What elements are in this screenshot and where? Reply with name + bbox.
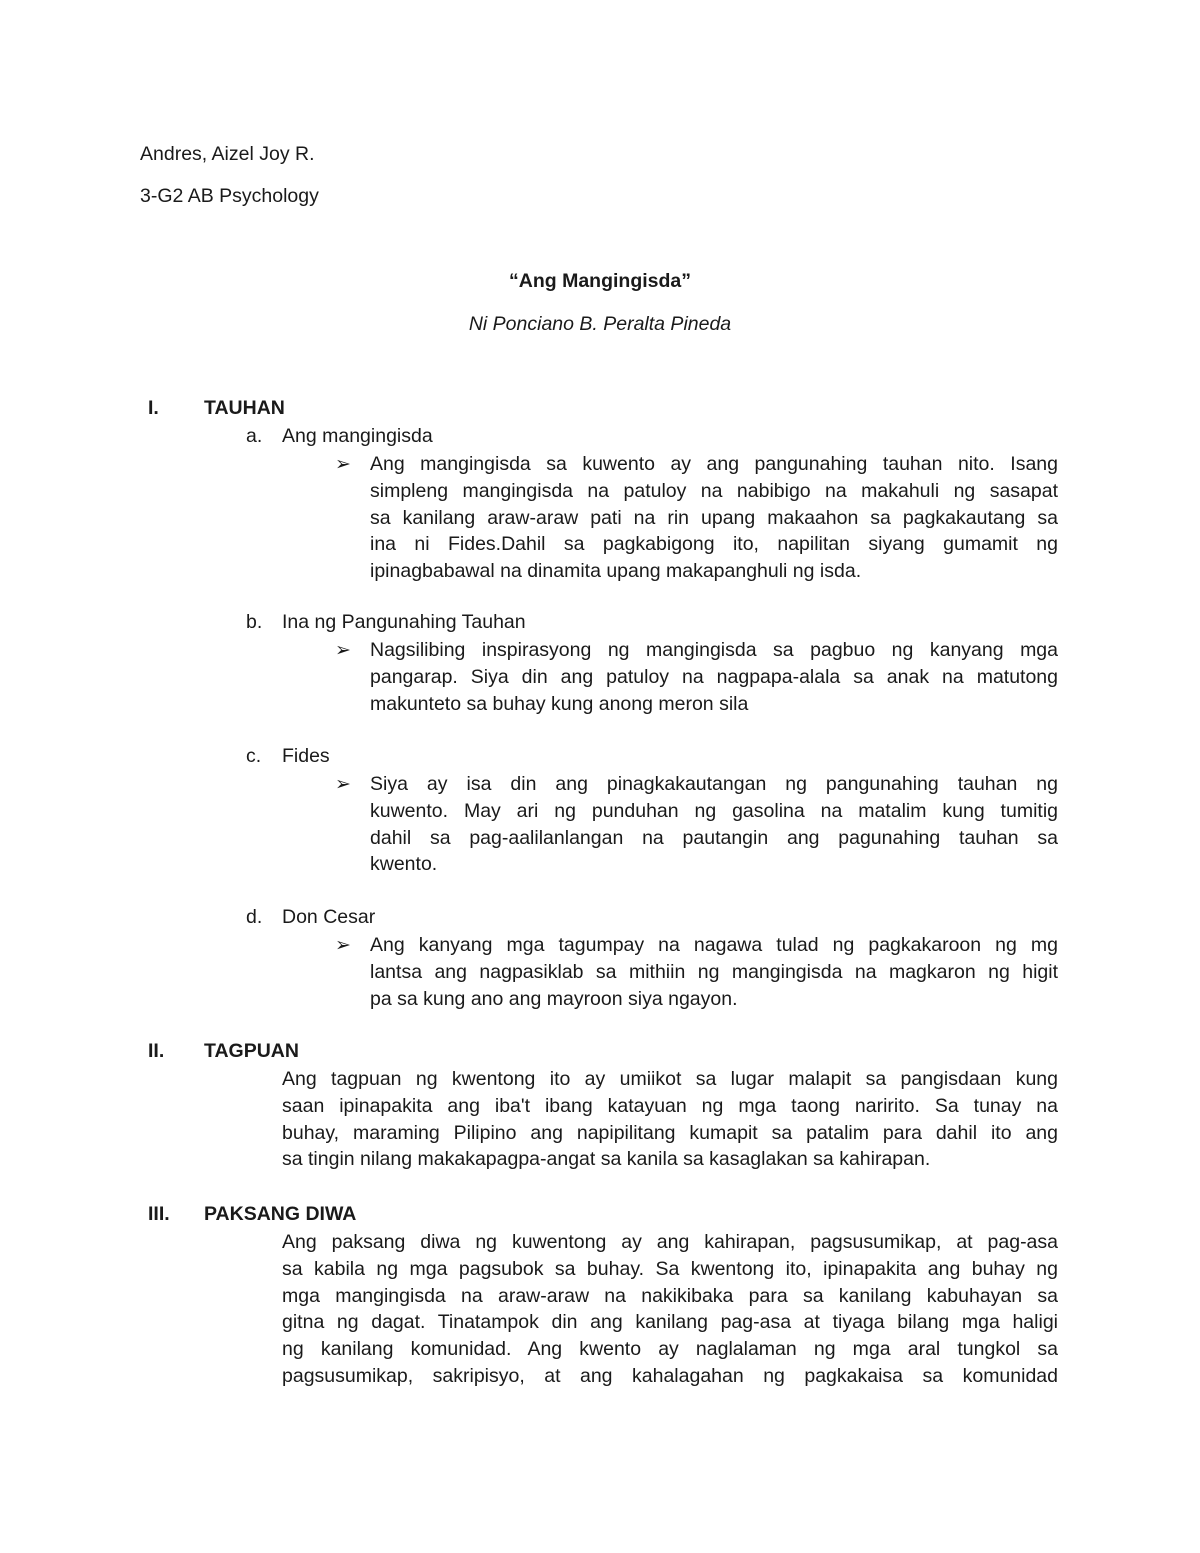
section-paragraph: [282, 1229, 1058, 1390]
section-numeral: I.: [148, 397, 159, 419]
text-line: lantsa ang nagpasiklab sa mithiin ng mangingisda na magkaron ng higit: [370, 960, 1058, 983]
item-label: Ang mangingisda: [282, 425, 433, 447]
text-line: kwento.: [370, 853, 438, 876]
item-label: Fides: [282, 745, 330, 767]
text-line: gitna ng dagat. Tinatampok din ang kanilang pag-asa at tiyaga bilang mga haligi: [282, 1311, 1058, 1334]
item-letter: a.: [246, 425, 263, 447]
item-letter: b.: [246, 611, 263, 633]
text-line: pagsusumikap, sakripisyo, at ang kahalagahan ng pagkakaisa sa komunidad: [282, 1364, 1058, 1387]
section-numeral: II.: [148, 1040, 165, 1062]
text-line: Ang tagpuan ng kwentong ito ay umiikot sa lugar malapit sa pangisdaan kung: [282, 1068, 1058, 1090]
text-line: simpleng mangingisda na patuloy na nabibigo na makahuli ng sasapat: [370, 479, 1058, 502]
text-line: Ang kanyang mga tagumpay na nagawa tulad ng pagkakaroon ng mg: [370, 934, 1058, 956]
text-line: pangarap. Siya din ang patuloy na nagpapa-alala sa anak na matutong: [370, 665, 1058, 688]
text-line: Siya ay isa din ang pinagkakautangan ng pangunahing tauhan ng: [370, 773, 1058, 795]
text-line: buhay, maraming Pilipino ang napipilitang kumapit sa patalim para dahil ito ang: [282, 1121, 1058, 1144]
text-line: pa sa kung ano ang mayroon siya ngayon.: [370, 987, 738, 1010]
item-description: [370, 771, 1058, 878]
student-name: Andres, Aizel Joy R.: [140, 143, 315, 165]
section-heading-tauhan: TAUHAN: [204, 397, 285, 419]
story-title: “Ang Mangingisda”: [509, 270, 691, 292]
text-line: sa kanilang araw-araw pati na rin upang makaahon sa pagkakautang sa: [370, 506, 1058, 529]
text-line: ina ni Fides.Dahil sa pagkabigong ito, napilitan siyang gumamit ng: [370, 533, 1058, 556]
item-letter: d.: [246, 906, 263, 928]
arrow-bullet-icon: ➢: [335, 774, 351, 795]
text-line: Ang paksang diwa ng kuwentong ay ang kahirapan, pagsusumikap, at pag-asa: [282, 1231, 1058, 1253]
arrow-bullet-icon: ➢: [335, 640, 351, 661]
text-line: dahil sa pag-aalilanlangan na pautangin ang pagunahing tauhan sa: [370, 826, 1058, 849]
item-description: [370, 451, 1058, 585]
student-course: 3-G2 AB Psychology: [140, 185, 319, 207]
text-line: Nagsilibing inspirasyong ng mangingisda sa pagbuo ng kanyang mga: [370, 639, 1058, 661]
text-line: mga mangingisda na araw-araw na nakikibaka para sa kanilang kabuhayan sa: [282, 1284, 1058, 1307]
section-heading-paksang-diwa: PAKSANG DIWA: [204, 1203, 357, 1225]
story-author: Ni Ponciano B. Peralta Pineda: [468, 313, 732, 335]
text-line: saan ipinapakita ang iba't ibang katayuan ng mga taong naririto. Sa tunay na: [282, 1094, 1058, 1117]
text-line: ng kanilang komunidad. Ang kwento ay naglalaman ng mga aral tungkol sa: [282, 1338, 1058, 1361]
text-line: sa tingin nilang makakapagpa-angat sa kanila sa kasaglakan sa kahirapan.: [282, 1148, 931, 1171]
item-label: Don Cesar: [282, 906, 376, 928]
item-description: [370, 637, 1058, 717]
arrow-bullet-icon: ➢: [335, 454, 351, 475]
section-paragraph: [282, 1066, 1058, 1173]
section-heading-tagpuan: TAGPUAN: [204, 1040, 299, 1062]
item-label: Ina ng Pangunahing Tauhan: [282, 611, 526, 633]
text-line: kuwento. May ari ng punduhan ng gasolina na matalim kung tumitig: [370, 799, 1058, 822]
text-line: Ang mangingisda sa kuwento ay ang pangunahing tauhan nito. Isang: [370, 453, 1058, 475]
text-line: sa kabila ng mga pagsubok sa buhay. Sa kwentong ito, ipinapakita ang buhay ng: [282, 1257, 1058, 1280]
section-numeral: III.: [148, 1203, 170, 1225]
text-line: ipinagbabawal na dinamita upang makapanghuli ng isda.: [370, 560, 862, 583]
item-letter: c.: [246, 745, 262, 767]
item-description: [370, 932, 1058, 1012]
arrow-bullet-icon: ➢: [335, 935, 351, 956]
text-line: makunteto sa buhay kung anong meron sila: [370, 692, 749, 715]
